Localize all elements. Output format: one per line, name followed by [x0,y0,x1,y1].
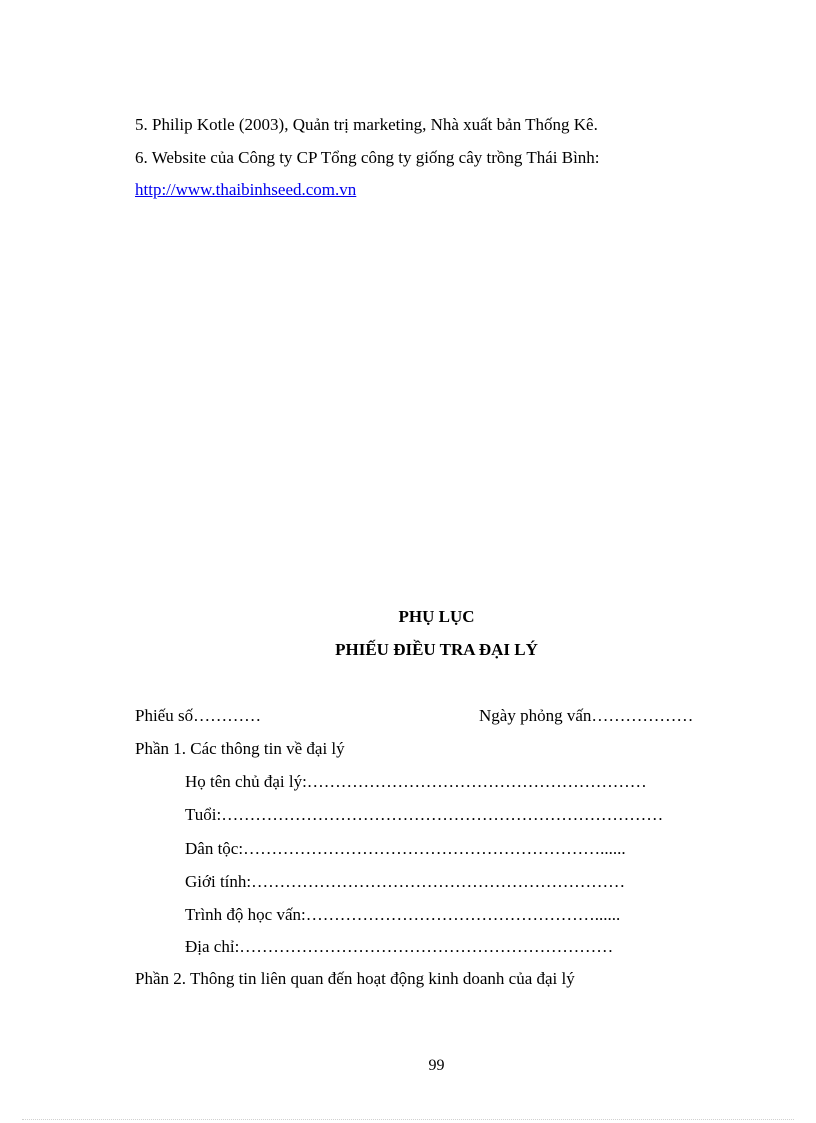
owner-name-field: Họ tên chủ đại lý:…………………………………………………… [185,772,647,791]
page-bottom-divider [22,1119,794,1120]
slip-number-field: Phiếu số………… [135,706,262,725]
website-link[interactable]: http://www.thaibinhseed.com.vn [135,180,357,199]
part2-heading: Phần 2. Thông tin liên quan đến hoạt động kinh doanh của đại lý [135,969,575,988]
address-field: Địa chỉ:………………………………………………………… [185,937,614,956]
age-field: Tuổi:…………………………………………………………………… [185,805,664,824]
page-number: 99 [428,1057,445,1074]
ethnicity-field: Dân tộc:………………………………………………………...... [185,839,626,858]
appendix-title: PHỤ LỤC [398,607,475,626]
education-field: Trình độ học vấn:……………………………………………...... [185,905,621,924]
reference-item-5: 5. Philip Kotle (2003), Quản trị marketing, Nhà xuất bản Thống Kê. [135,115,598,134]
survey-title: PHIẾU ĐIỀU TRA ĐẠI LÝ [335,640,538,659]
part1-heading: Phần 1. Các thông tin về đại lý [135,739,345,758]
reference-item-6: 6. Website của Công ty CP Tổng công ty giống cây trồng Thái Bình: [135,148,600,167]
interview-date-field: Ngày phỏng vấn……………… [479,706,694,725]
gender-field: Giới tính:………………………………………………………… [185,872,626,891]
